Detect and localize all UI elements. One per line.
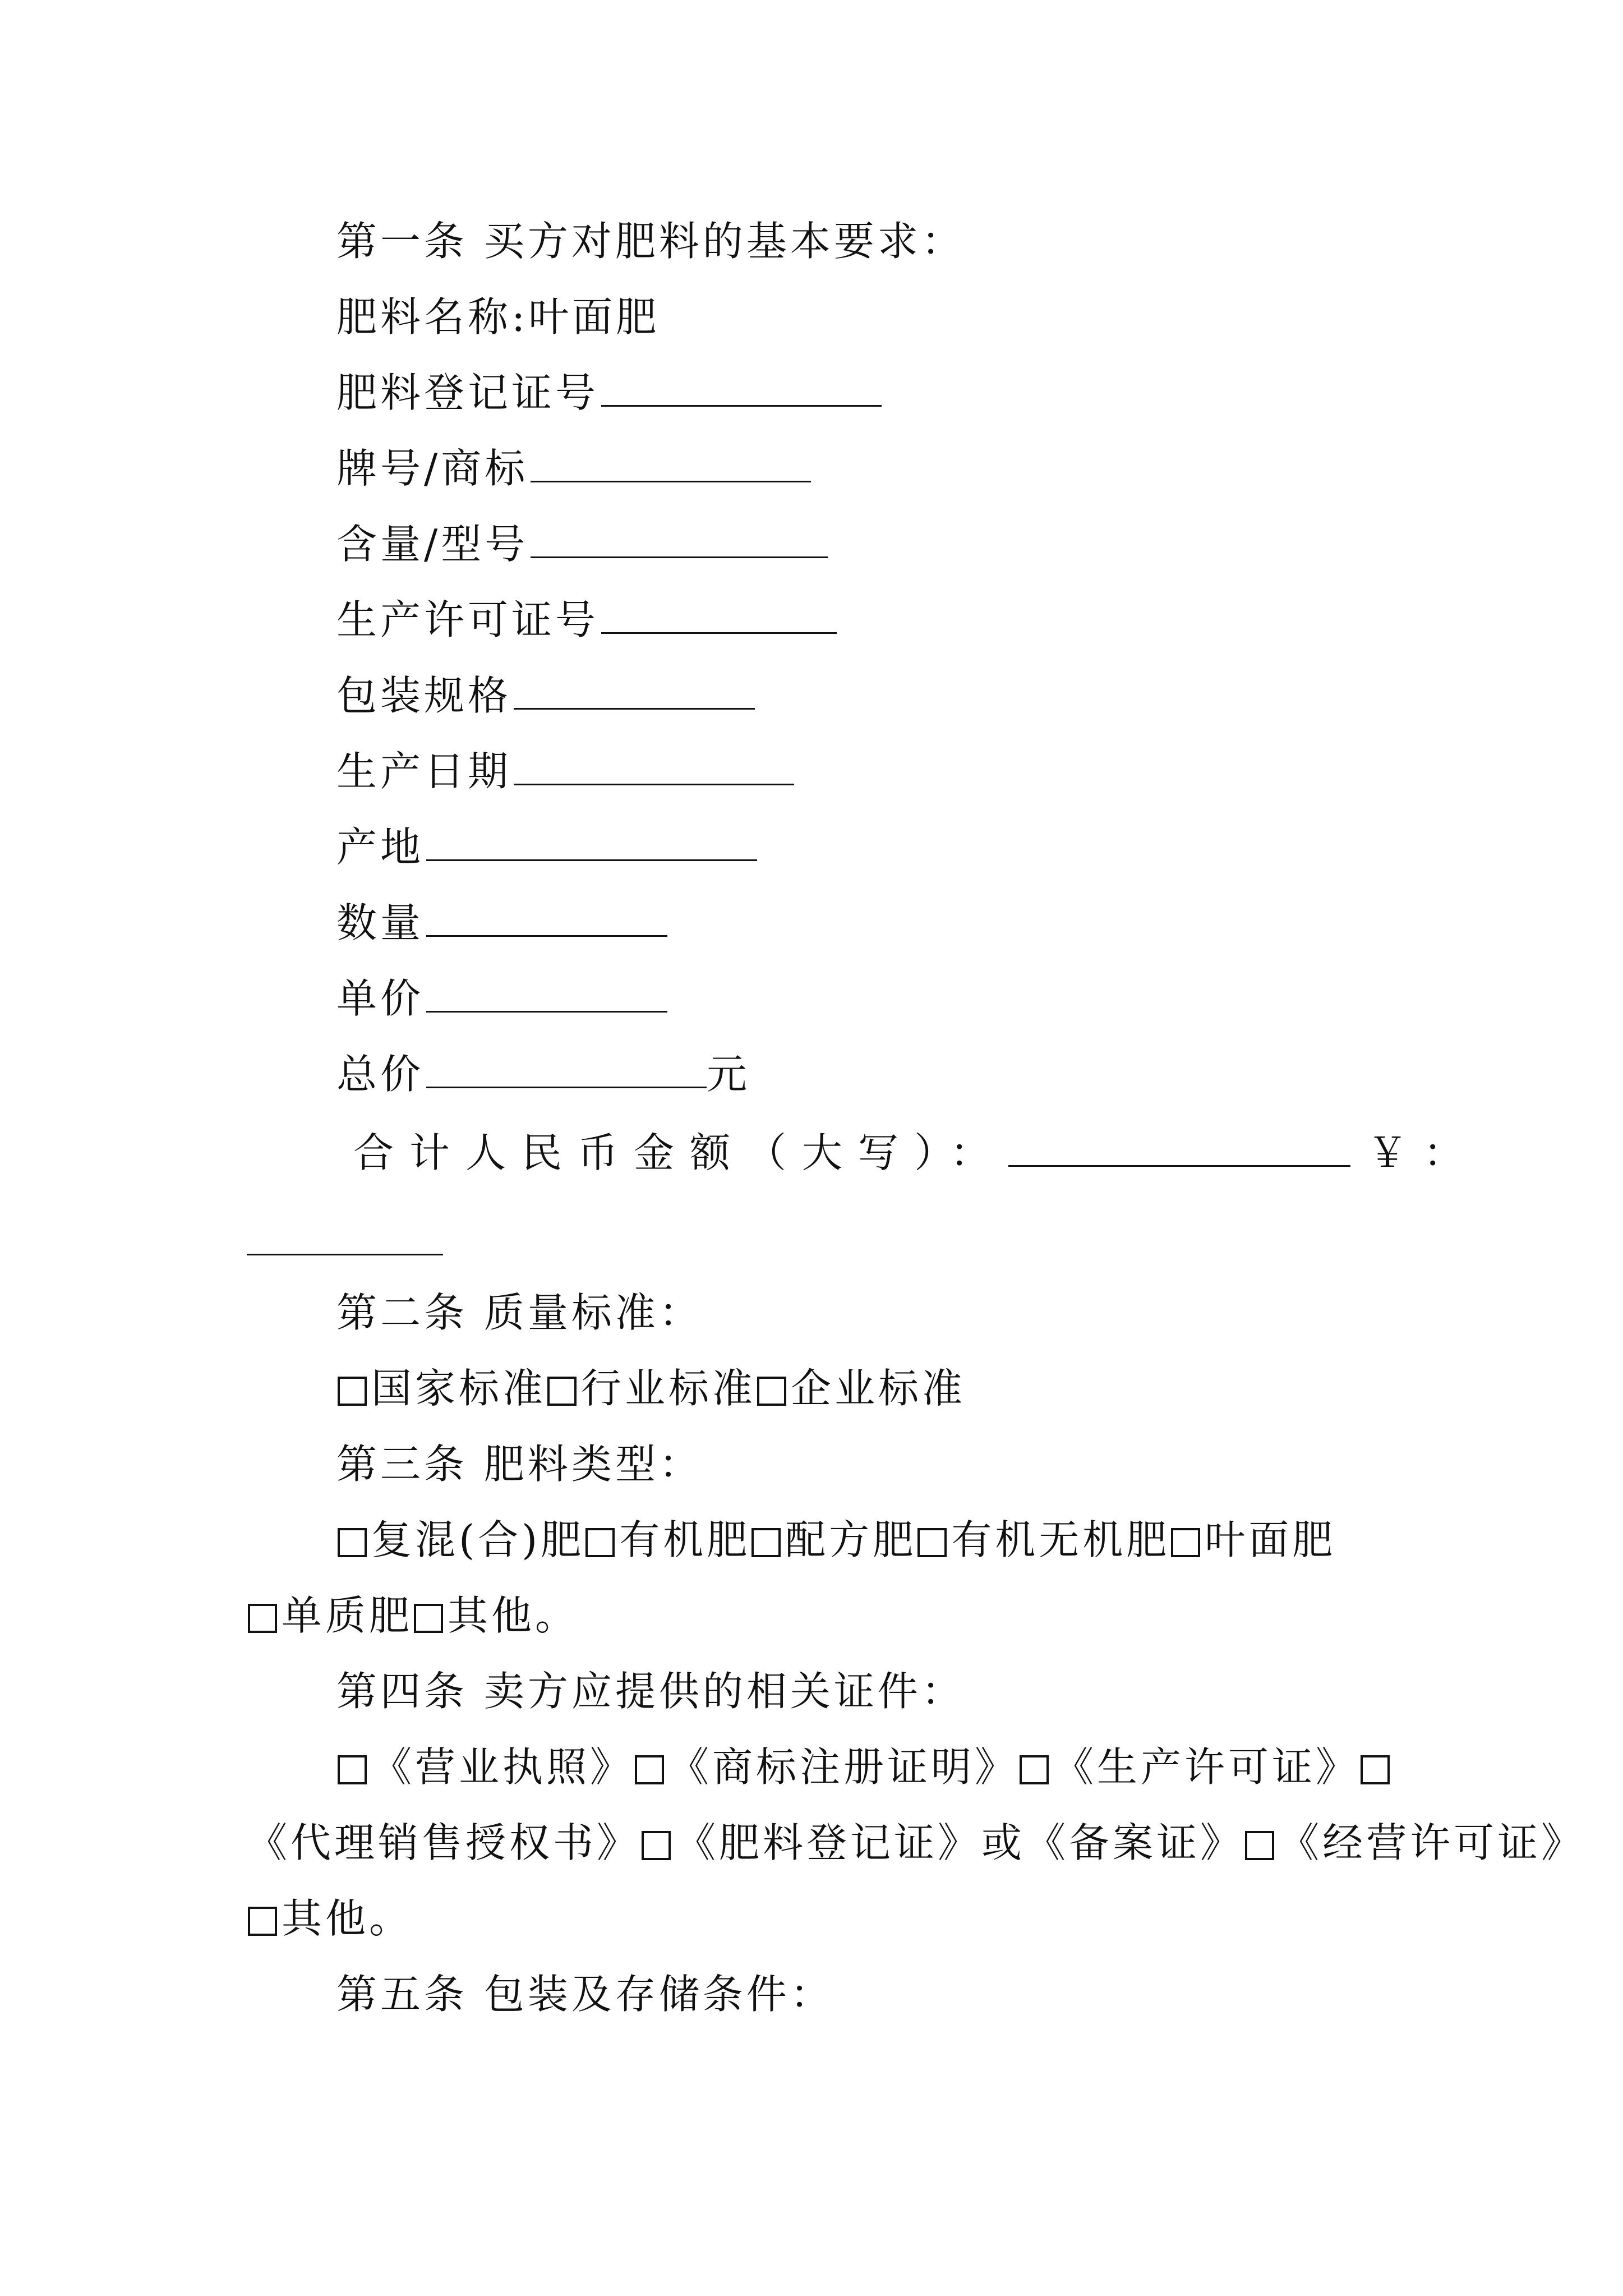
article-1-heading: 第一条 买方对肥料的基本要求： <box>336 218 965 265</box>
production-license-blank[interactable] <box>601 593 837 634</box>
registration-number-blank[interactable] <box>601 366 882 407</box>
content-model-line: 含量/型号 <box>336 516 828 572</box>
production-date-line: 生产日期 <box>336 743 794 799</box>
total-price-line: 总价 元 <box>336 1046 750 1102</box>
unit-price-line: 单价 <box>336 970 667 1027</box>
documents-options-line-1: 《营业执照》 《商标注册证明》 《生产许可证》 <box>336 1739 1394 1795</box>
brand-line: 牌号/商标 <box>336 440 811 496</box>
rmb-amount-blank[interactable] <box>1008 1126 1350 1167</box>
fertilizer-registration-checkbox[interactable] <box>642 1831 671 1860</box>
single-fertilizer-checkbox[interactable] <box>248 1604 277 1633</box>
fertilizer-name-label: 肥料名称: <box>336 293 529 341</box>
quantity-blank[interactable] <box>426 896 667 937</box>
foliar-fertilizer-checkbox[interactable] <box>1171 1528 1200 1557</box>
documents-options-line-2: 《代理销售授权书》 《肥料登记证》或《备案证》 《经营许可证》 <box>247 1819 1585 1866</box>
production-license-checkbox[interactable] <box>1020 1755 1049 1784</box>
article-2-heading: 第二条 质量标准： <box>336 1289 703 1336</box>
trademark-certificate-checkbox[interactable] <box>635 1755 664 1784</box>
business-license-checkbox[interactable] <box>338 1755 367 1784</box>
brand-blank[interactable] <box>531 441 811 482</box>
unit-price-blank[interactable] <box>426 972 667 1013</box>
registration-number-line: 肥料登记证号 <box>336 365 882 421</box>
other-documents-checkbox[interactable] <box>248 1907 277 1936</box>
content-model-blank[interactable] <box>531 517 828 558</box>
article-3-heading: 第三条 肥料类型： <box>336 1441 703 1488</box>
organic-inorganic-fertilizer-checkbox[interactable] <box>917 1528 947 1557</box>
total-price-blank[interactable] <box>426 1047 707 1088</box>
production-date-blank[interactable] <box>514 744 794 785</box>
yen-amount-blank[interactable] <box>247 1254 443 1255</box>
industry-standard-checkbox[interactable] <box>547 1377 577 1406</box>
production-license-line: 生产许可证号 <box>336 592 837 648</box>
documents-options-line-3: 其他。 <box>247 1890 413 1947</box>
article-5-heading: 第五条 包装及存储条件： <box>336 1971 834 2018</box>
national-standard-checkbox[interactable] <box>338 1377 367 1406</box>
fertilizer-type-options-line-2: 单质肥 其他。 <box>247 1588 579 1644</box>
operating-license-checkbox[interactable] <box>1245 1831 1274 1860</box>
sales-authorization-checkbox[interactable] <box>1361 1755 1390 1784</box>
other-type-checkbox[interactable] <box>414 1604 443 1633</box>
quantity-line: 数量 <box>336 895 667 951</box>
origin-line: 产地 <box>336 819 757 875</box>
rmb-total-line: 合计人民币金额（大写）： ￥： <box>353 1125 1479 1181</box>
fertilizer-name-line <box>336 289 660 345</box>
fertilizer-name-value: 叶面肥 <box>528 293 660 341</box>
organic-fertilizer-checkbox[interactable] <box>585 1528 615 1557</box>
quality-standard-options: 国家标准 行业标准 企业标准 <box>336 1360 966 1416</box>
article-4-heading: 第四条 卖方应提供的相关证件： <box>336 1668 965 1715</box>
formula-fertilizer-checkbox[interactable] <box>751 1528 781 1557</box>
origin-blank[interactable] <box>426 820 757 861</box>
package-spec-line: 包装规格 <box>336 668 755 724</box>
package-spec-blank[interactable] <box>514 669 755 710</box>
enterprise-standard-checkbox[interactable] <box>757 1377 786 1406</box>
fertilizer-type-options-line-1: 复混(合)肥 有机肥 配方肥 有机无机肥 叶面肥 <box>336 1512 1336 1568</box>
compound-fertilizer-checkbox[interactable] <box>338 1528 367 1557</box>
